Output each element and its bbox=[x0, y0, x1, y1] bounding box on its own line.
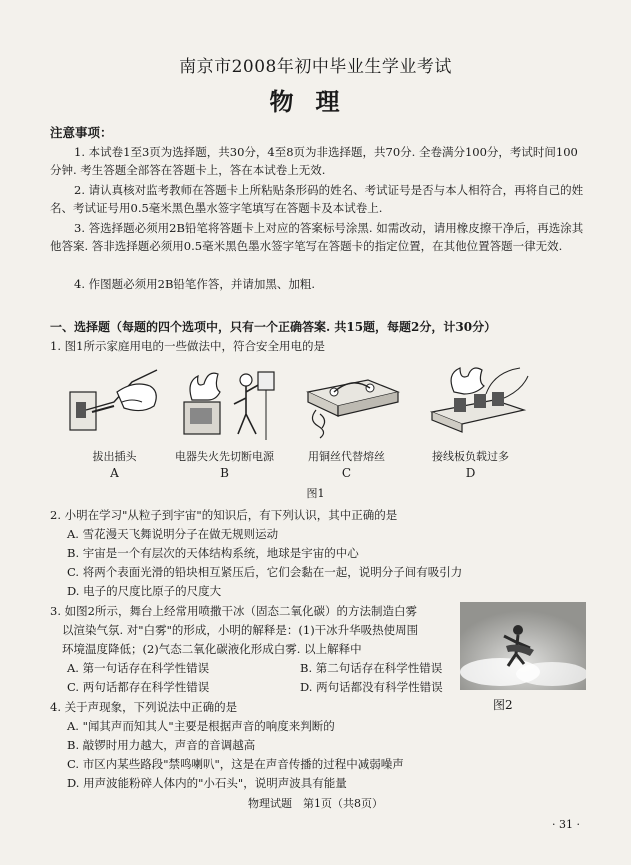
figure-1-illustrations bbox=[62, 362, 562, 442]
question-4-option-c: C. 市区内某些路段"禁鸣喇叭"，这是在声音传播的过程中减弱噪声 bbox=[67, 757, 404, 771]
fig1-caption-d: 接线板负载过多 bbox=[432, 450, 509, 463]
page-footer: 物理试题 第1页（共8页） bbox=[248, 797, 383, 810]
question-3-option-d: D. 两句话都没有科学性错误 bbox=[300, 680, 443, 694]
fig1-caption-a: 拔出插头 bbox=[92, 450, 137, 463]
overloaded-strip-illustration bbox=[424, 362, 534, 442]
fig1-letter-c: C bbox=[341, 466, 352, 480]
question-4-stem: 4. 关于声现象，下列说法中正确的是 bbox=[50, 700, 238, 714]
question-3-option-b: B. 第二句话存在科学性错误 bbox=[300, 661, 443, 675]
question-4-option-d: D. 用声波能粉碎人体内的"小石头"，说明声波具有能量 bbox=[67, 776, 347, 790]
question-3-stem-line-3: 环境温度降低；(2)气态二氧化碳液化形成白雾. 以上解释中 bbox=[62, 642, 362, 656]
page-number: · 31 · bbox=[552, 818, 580, 831]
fig1-letter-d: D bbox=[465, 466, 476, 480]
figure-2-label: 图2 bbox=[493, 698, 513, 712]
copper-fuse-illustration bbox=[298, 362, 408, 442]
question-4-option-a: A. "闻其声而知其人"主要是根据声音的响度来判断的 bbox=[67, 719, 335, 733]
fig1-letter-b: B bbox=[220, 466, 229, 480]
question-2-option-d: D. 电子的尺度比原子的尺度大 bbox=[67, 584, 222, 598]
subject-title: 物理 bbox=[269, 87, 362, 116]
notes-heading: 注意事项： bbox=[50, 125, 113, 140]
stage-fog-photo bbox=[460, 602, 586, 690]
question-2-option-a: A. 雪花漫天飞舞说明分子在做无规则运动 bbox=[67, 527, 279, 541]
fig1-caption-b: 电器失火先切断电源 bbox=[175, 450, 274, 463]
fire-cut-power-illustration bbox=[174, 362, 284, 442]
note-4: 4. 作图题必须用2B铅笔作答，并请加黑、加粗. bbox=[74, 277, 316, 291]
fig1-letter-a: A bbox=[110, 466, 119, 480]
question-4-option-b: B. 敲锣时用力越大，声音的音调越高 bbox=[67, 738, 256, 752]
figure-1-label: 图1 bbox=[306, 487, 325, 500]
exam-title: 南京市2008年初中毕业生学业考试 bbox=[179, 57, 452, 77]
note-3: 3. 答选择题必须用2B铅笔将答题卡上对应的答案标号涂黑. 如需改动，请用橡皮擦干净后，再选涂其他答案. 答非选择题必须用0.5毫米黑色墨水签字笔写在答题卡的指定位置，在其他位置答题一律无效. bbox=[50, 221, 584, 253]
question-3-stem-line-2: 以渲染气氛. 对"白雾"的形成，小明的解释是：(1)干冰升华吸热使周围 bbox=[62, 623, 419, 637]
question-2-option-b: B. 宇宙是一个有层次的天体结构系统，地球是宇宙的中心 bbox=[67, 546, 359, 560]
question-1-stem: 1. 图1所示家庭用电的一些做法中，符合安全用电的是 bbox=[50, 339, 325, 353]
plug-illustration bbox=[62, 362, 172, 442]
question-2-option-c: C. 将两个表面光滑的铅块相互紧压后，它们会黏在一起，说明分子间有吸引力 bbox=[67, 565, 463, 579]
question-2-stem: 2. 小明在学习"从粒子到宇宙"的知识后，有下列认识，其中正确的是 bbox=[50, 508, 398, 522]
note-1: 1. 本试卷1至3页为选择题，共30分，4至8页为非选择题，共70分. 全卷满分100分，考试时间100分钟. 考生答题全部答在答题卡上，答在本试卷上无效. bbox=[50, 145, 578, 177]
question-3-stem-line-1: 3. 如图2所示，舞台上经常用喷撒干冰（固态二氧化碳）的方法制造白雾 bbox=[50, 604, 417, 618]
fig1-caption-c: 用铜丝代替熔丝 bbox=[308, 450, 385, 463]
question-3-option-a: A. 第一句话存在科学性错误 bbox=[67, 661, 210, 675]
note-2: 2. 请认真核对监考教师在答题卡上所粘贴条形码的姓名、考试证号是否与本人相符合，再将自己的姓名、考试证号用0.5毫米黑色墨水签字笔填写在答题卡及本试卷上. bbox=[50, 183, 584, 215]
question-3-option-c: C. 两句话都存在科学性错误 bbox=[67, 680, 210, 694]
section-heading: 一、选择题（每题的四个选项中，只有一个正确答案. 共15题，每题2分，计30分） bbox=[50, 320, 497, 334]
